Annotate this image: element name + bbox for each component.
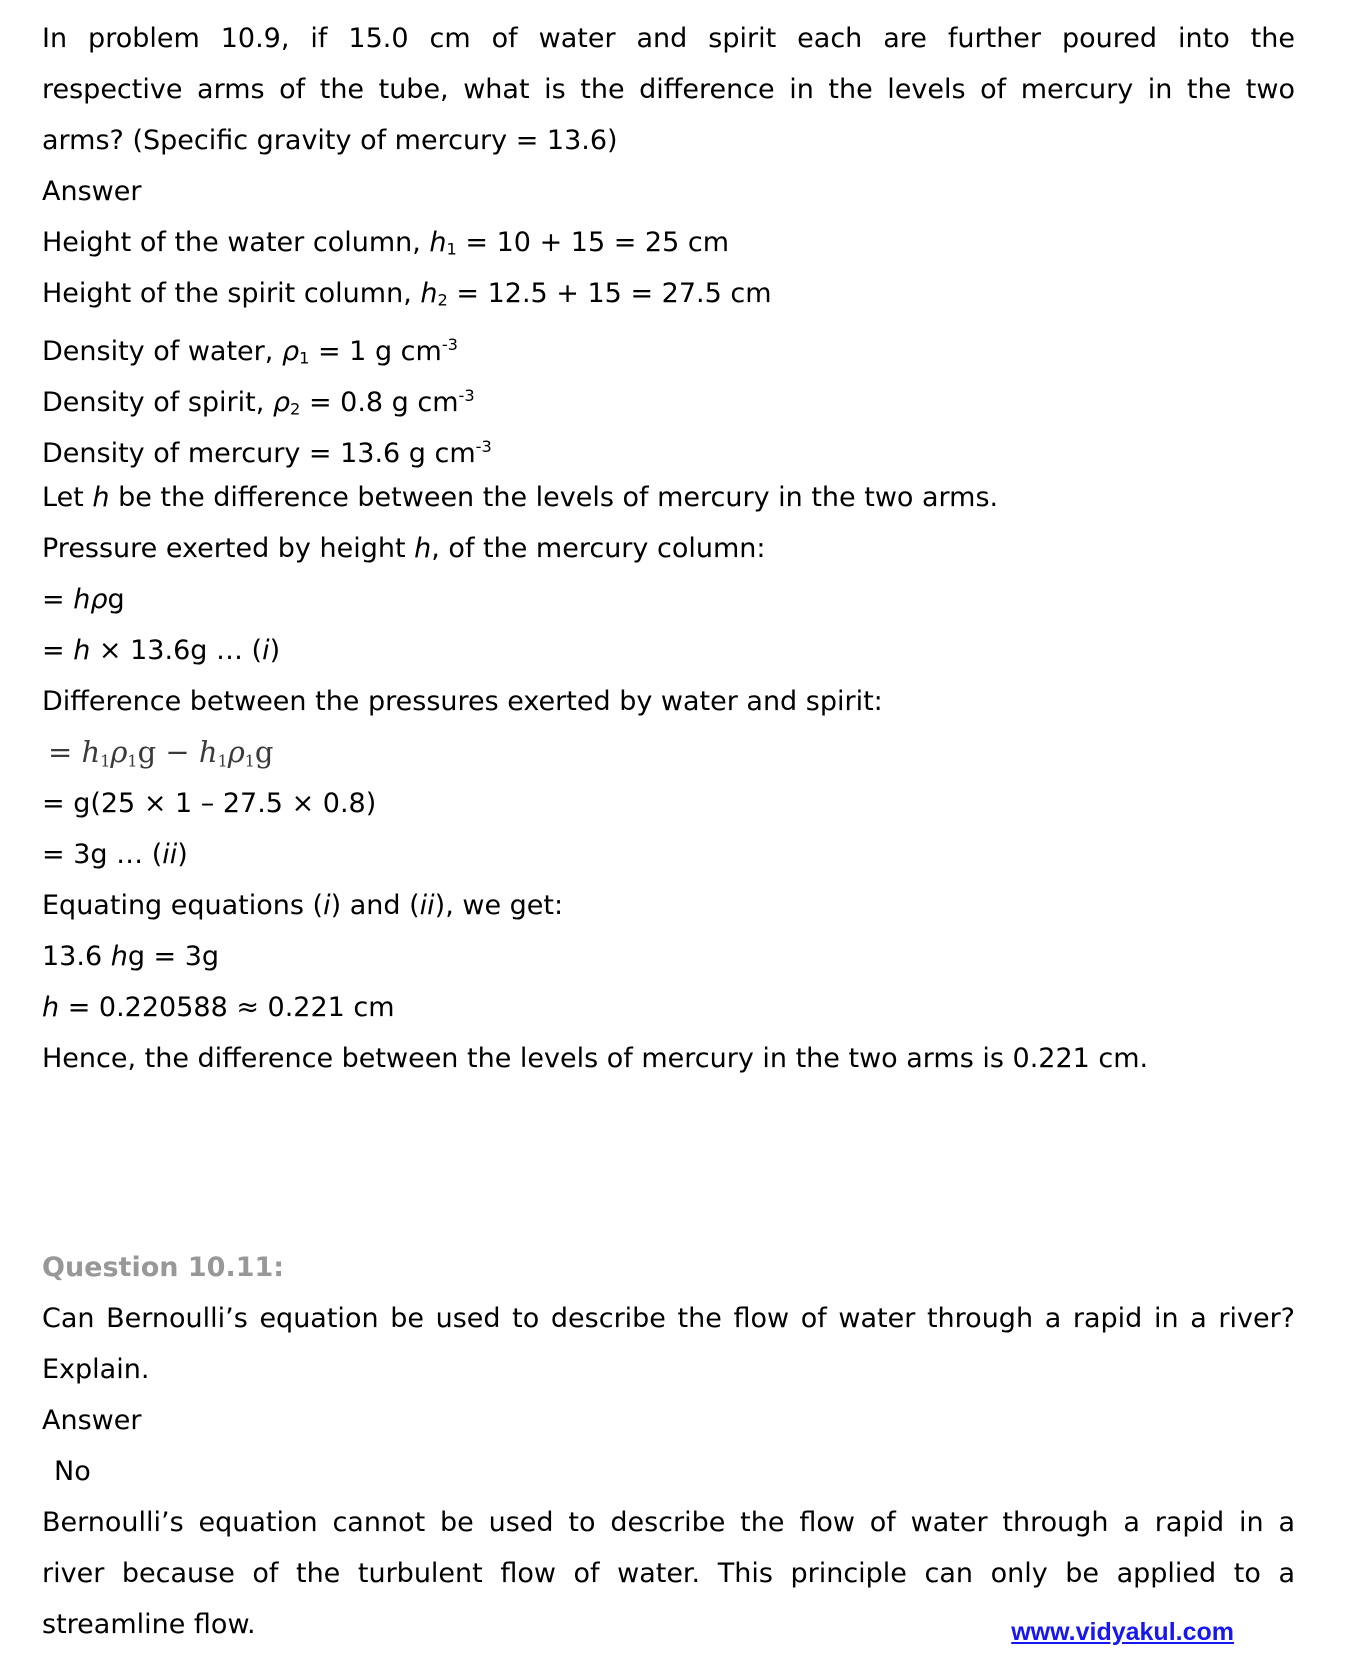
solution-eq-hrho-g: = hρg [42, 584, 125, 615]
q10-11-answer-line-3: streamline flow. [42, 1609, 256, 1640]
solution-conclusion: Hence, the difference between the levels of mercury in the two arms is 0.221 cm. [42, 1043, 1149, 1074]
q10-11-prompt-line-1: Can Bernoulli’s equation be used to describe the flow of water through a rapid in a river? [42, 1303, 1295, 1334]
q10-10-prompt-line-2: respective arms of the tube, what is the difference in the levels of mercury in the two [42, 74, 1295, 105]
solution-difference-intro: Difference between the pressures exerted by water and spirit: [42, 686, 883, 717]
q10-11-answer-line-1: Bernoulli’s equation cannot be used to describe the flow of water through a rapid in a [42, 1507, 1295, 1538]
q10-11-prompt-line-2: Explain. [42, 1354, 150, 1385]
q10-10-prompt-line-3: arms? (Specific gravity of mercury = 13.6) [42, 125, 618, 156]
solution-serif-equation: = $h_1\rho_1g - h_1\rho_1g$ [48, 735, 274, 771]
solution-eq-ii: = 3g … (ii) [42, 839, 188, 870]
solution-equating: Equating equations (i) and (ii), we get: [42, 890, 564, 921]
solution-eq-i: = h × 13.6g … (i) [42, 635, 281, 666]
answer-no: No [54, 1456, 91, 1487]
solution-water-density: Density of water, $\rho_1 = 1$ g $cm^{-3}$ [42, 335, 458, 368]
section-gap [42, 1084, 1295, 1242]
q10-10-prompt-line-1: In problem 10.9, if 15.0 cm of water and spirit each are further poured into the [42, 23, 1295, 54]
q10-11-answer-line-2: river because of the turbulent flow of water. This principle can only be applied to a [42, 1558, 1295, 1589]
solution-mercury-density: Density of mercury = 13.6 g $cm^{-3}$ [42, 437, 492, 470]
solution-eq-numeric: = g(25 × 1 – 27.5 × 0.8) [42, 788, 377, 819]
solution-13-6-hg: 13.6 hg = 3g [42, 941, 220, 972]
vidyakul-link[interactable]: www.vidyakul.com [1011, 1618, 1234, 1646]
solution-spirit-height: Height of the spirit column, $h_2 = 12.5 + 15 = 27.5$ cm [42, 278, 772, 310]
solution-spirit-density: Density of spirit, $\rho_2 = 0.8$ g $cm^{-3}$ [42, 386, 475, 419]
question-10-11-heading: Question 10.11: [42, 1252, 285, 1283]
answer-label: Answer [42, 176, 142, 207]
answer-label-2: Answer [42, 1405, 142, 1436]
solution-pressure-intro: Pressure exerted by height h, of the mercury column: [42, 533, 766, 564]
solution-let-h: Let h be the difference between the levels of mercury in the two arms. [42, 482, 999, 513]
solution-water-height: Height of the water column, $h_1 = 10 + 15 = 25$ cm [42, 227, 730, 259]
solution-h-value: h = 0.220588 ≈ 0.221 cm [42, 992, 395, 1023]
